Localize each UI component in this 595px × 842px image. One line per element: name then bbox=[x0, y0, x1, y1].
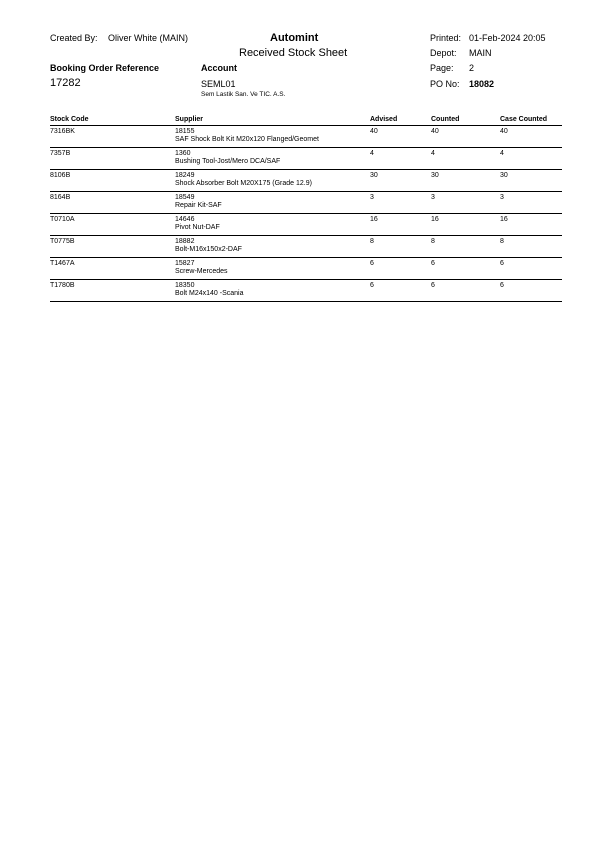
advised-cell: 6 bbox=[370, 260, 374, 267]
counted-cell: 16 bbox=[431, 216, 439, 223]
counted-cell: 8 bbox=[431, 238, 435, 245]
col-head-stock-code: Stock Code bbox=[50, 116, 89, 123]
supplier-code: 18882 bbox=[175, 238, 195, 245]
row-divider bbox=[50, 191, 562, 192]
supplier-code: 15827 bbox=[175, 260, 195, 267]
booking-ref-label: Booking Order Reference bbox=[50, 63, 160, 73]
stock-code-cell: 7357B bbox=[50, 150, 71, 157]
counted-cell: 40 bbox=[431, 128, 439, 135]
stock-code-cell: 8106B bbox=[50, 172, 71, 179]
row-divider bbox=[50, 301, 562, 302]
printed-label: Printed: bbox=[430, 33, 462, 43]
supplier-code: 14646 bbox=[175, 216, 195, 223]
supplier-code: 18350 bbox=[175, 282, 195, 289]
supplier-cell bbox=[175, 282, 243, 298]
page-value: 2 bbox=[469, 63, 475, 73]
supplier-code: 18155 bbox=[175, 128, 195, 135]
company-name: Automint bbox=[270, 32, 319, 44]
case-counted-cell: 3 bbox=[500, 194, 504, 201]
supplier-cell bbox=[175, 150, 280, 166]
advised-cell: 8 bbox=[370, 238, 374, 245]
account-label: Account bbox=[201, 63, 237, 73]
stock-code-cell: T0775B bbox=[50, 238, 75, 245]
row-divider bbox=[50, 257, 562, 258]
item-description: Pivot Nut-DAF bbox=[175, 224, 220, 231]
header-divider bbox=[50, 125, 562, 126]
account-code: SEML01 bbox=[201, 79, 236, 89]
stock-code-cell: 8164B bbox=[50, 194, 71, 201]
item-description: Shock Absorber Bolt M20X175 (Grade 12.9) bbox=[175, 180, 312, 187]
row-divider bbox=[50, 147, 562, 148]
depot-value: MAIN bbox=[469, 48, 492, 58]
case-counted-cell: 6 bbox=[500, 282, 504, 289]
case-counted-cell: 6 bbox=[500, 260, 504, 267]
supplier-cell bbox=[175, 172, 312, 188]
counted-cell: 6 bbox=[431, 282, 435, 289]
item-description: Bushing Tool-Jost/Mero DCA/SAF bbox=[175, 158, 281, 165]
stock-code-cell: T0710A bbox=[50, 216, 75, 223]
counted-cell: 3 bbox=[431, 194, 435, 201]
po-value: 18082 bbox=[469, 79, 495, 89]
supplier-code: 18549 bbox=[175, 194, 195, 201]
supplier-cell bbox=[175, 260, 228, 276]
advised-cell: 40 bbox=[370, 128, 378, 135]
document-title: Received Stock Sheet bbox=[239, 47, 348, 59]
col-head-advised: Advised bbox=[370, 116, 398, 123]
po-label: PO No: bbox=[430, 79, 460, 89]
counted-cell: 6 bbox=[431, 260, 435, 267]
counted-cell: 4 bbox=[431, 150, 435, 157]
case-counted-cell: 4 bbox=[500, 150, 504, 157]
supplier-code: 18249 bbox=[175, 172, 195, 179]
depot-label: Depot: bbox=[430, 48, 457, 58]
supplier-code: 1360 bbox=[175, 150, 191, 157]
advised-cell: 16 bbox=[370, 216, 378, 223]
stock-code-cell: 7316BK bbox=[50, 128, 75, 135]
advised-cell: 30 bbox=[370, 172, 378, 179]
stock-code-cell: T1467A bbox=[50, 260, 75, 267]
col-head-case-counted: Case Counted bbox=[500, 116, 548, 123]
item-description: Bolt M24x140 -Scania bbox=[175, 290, 244, 297]
advised-cell: 3 bbox=[370, 194, 374, 201]
advised-cell: 4 bbox=[370, 150, 374, 157]
item-description: Repair Kit-SAF bbox=[175, 202, 222, 209]
page-label: Page: bbox=[430, 63, 454, 73]
item-description: SAF Shock Bolt Kit M20x120 Flanged/Geomet bbox=[175, 136, 319, 143]
advised-cell: 6 bbox=[370, 282, 374, 289]
supplier-cell bbox=[175, 216, 220, 232]
row-divider bbox=[50, 235, 562, 236]
supplier-cell bbox=[175, 194, 222, 210]
stock-code-cell: T1780B bbox=[50, 282, 75, 289]
row-divider bbox=[50, 279, 562, 280]
row-divider bbox=[50, 169, 562, 170]
case-counted-cell: 40 bbox=[500, 128, 508, 135]
booking-ref-value: 17282 bbox=[50, 77, 81, 89]
account-name: Sem Lastik San. Ve TIC. A.S. bbox=[201, 91, 286, 98]
case-counted-cell: 8 bbox=[500, 238, 504, 245]
case-counted-cell: 30 bbox=[500, 172, 508, 179]
printed-value: 01-Feb-2024 20:05 bbox=[469, 33, 546, 43]
counted-cell: 30 bbox=[431, 172, 439, 179]
created-by-label: Created By: bbox=[50, 33, 98, 43]
case-counted-cell: 16 bbox=[500, 216, 508, 223]
row-divider bbox=[50, 213, 562, 214]
col-head-supplier: Supplier bbox=[175, 116, 204, 123]
created-by-value: Oliver White (MAIN) bbox=[108, 33, 189, 43]
supplier-cell bbox=[175, 238, 242, 254]
item-description: Screw-Mercedes bbox=[175, 268, 228, 275]
item-description: Bolt-M16x150x2-DAF bbox=[175, 246, 242, 253]
col-head-counted: Counted bbox=[431, 116, 460, 123]
supplier-cell bbox=[175, 128, 319, 144]
